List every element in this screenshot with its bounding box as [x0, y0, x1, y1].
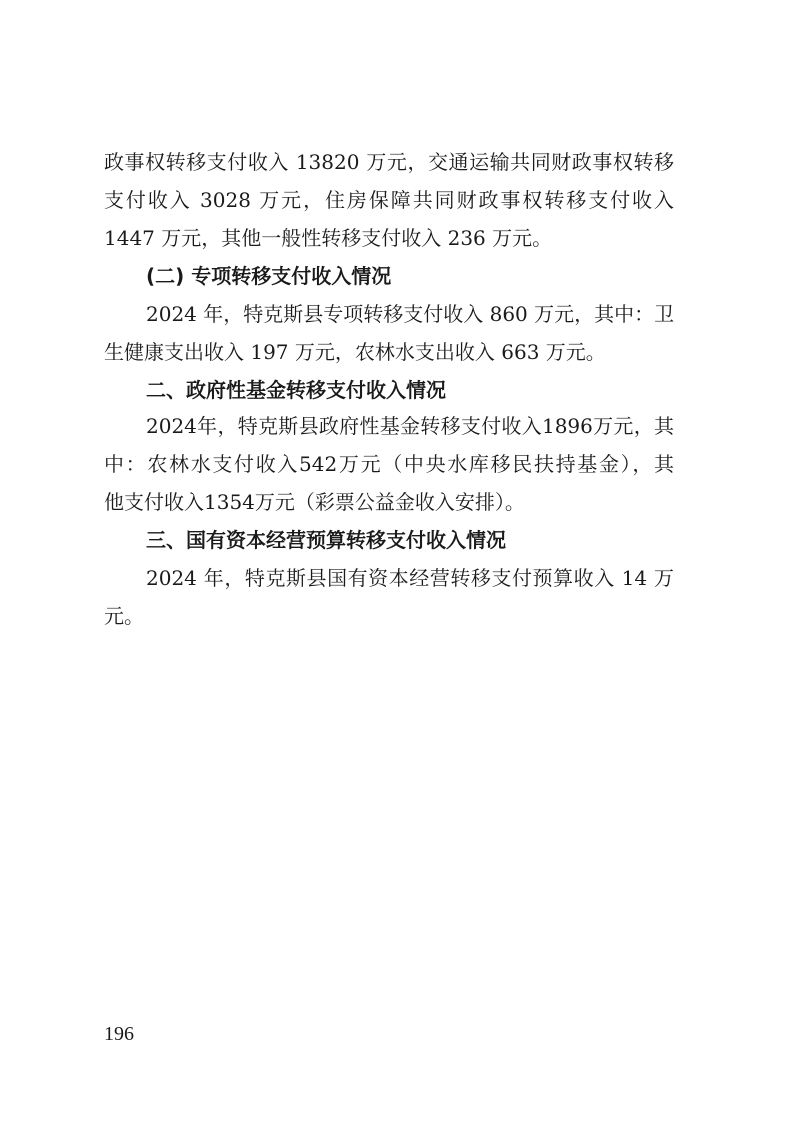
section-heading-government-fund: 二、政府性基金转移支付收入情况 [146, 378, 446, 402]
paragraph-line: 2024 年，特克斯县国有资本经营转移支付预算收入 14 万 [146, 566, 674, 590]
section-heading-special-transfer: (二) 专项转移支付收入情况 [146, 264, 392, 288]
paragraph-line: 他支付收入1354万元（彩票公益金收入安排）。 [104, 490, 525, 514]
paragraph-line: 2024 年，特克斯县专项转移支付收入 860 万元，其中：卫 [146, 302, 674, 326]
paragraph-line: 中：农林水支付收入542万元（中央水库移民扶持基金），其 [104, 452, 674, 476]
page-number: 196 [104, 1023, 134, 1045]
paragraph-line: 2024年，特克斯县政府性基金转移支付收入1896万元，其 [146, 414, 674, 438]
paragraph-line: 生健康支出收入 197 万元，农林水支出收入 663 万元。 [104, 340, 606, 364]
paragraph-line: 元。 [104, 604, 144, 628]
paragraph-line: 支付收入 3028 万元，住房保障共同财政事权转移支付收入 [104, 188, 674, 212]
section-heading-state-capital: 三、国有资本经营预算转移支付收入情况 [146, 528, 506, 552]
paragraph-line: 政事权转移支付收入 13820 万元，交通运输共同财政事权转移 [104, 150, 674, 174]
paragraph-line: 1447 万元，其他一般性转移支付收入 236 万元。 [104, 226, 553, 250]
